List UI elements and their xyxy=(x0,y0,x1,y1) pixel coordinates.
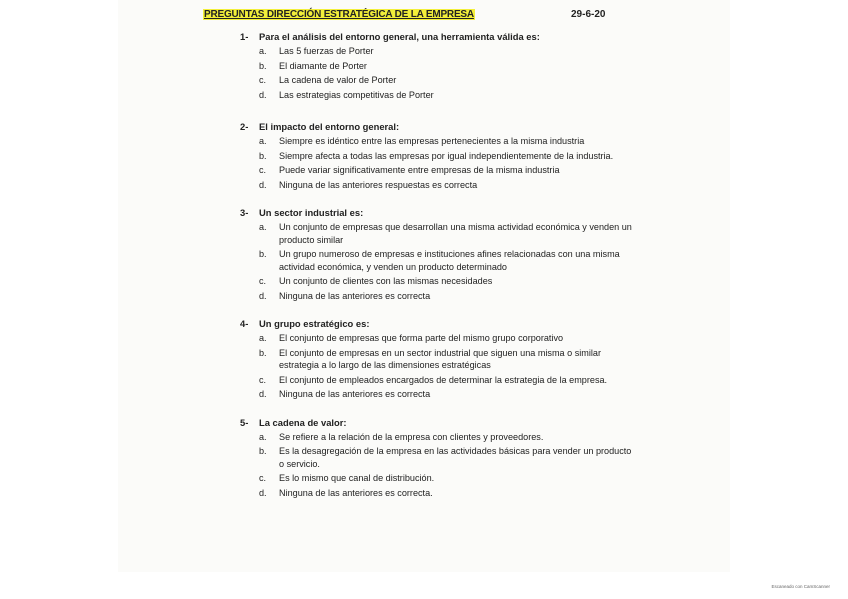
question-heading xyxy=(240,120,650,133)
option-text: El conjunto de empleados encargados de determinar la estrategia de la empresa. xyxy=(279,374,608,385)
option-text: El conjunto de empresas en un sector industrial que siguen una misma o similar estrategia a lo largo de las dimensiones estratégicas xyxy=(279,347,601,370)
question-number: 3- xyxy=(240,207,249,218)
answer-option xyxy=(240,290,650,303)
question-text: El impacto del entorno general: xyxy=(259,121,400,132)
question xyxy=(240,317,650,401)
option-text: Las estrategias competitivas de Porter xyxy=(279,89,434,100)
question-heading xyxy=(240,317,650,330)
answer-option xyxy=(240,45,650,58)
option-text: Ninguna de las anteriores es correcta. xyxy=(279,487,433,498)
document-title: PREGUNTAS DIRECCIÓN ESTRATÉGICA DE LA EMPRESA xyxy=(204,9,474,20)
option-letter: b. xyxy=(259,347,267,358)
option-letter: a. xyxy=(259,431,267,442)
option-text: Ninguna de las anteriores es correcta xyxy=(279,389,431,399)
option-text: Se refiere a la relación de la empresa con clientes y proveedores. xyxy=(279,431,544,442)
option-letter: d. xyxy=(259,89,267,100)
option-text: Siempre es idéntico entre las empresas pertenecientes a la misma industria xyxy=(279,136,585,146)
answer-option xyxy=(240,445,650,470)
answer-option xyxy=(240,74,650,87)
question-text: La cadena de valor: xyxy=(259,416,347,428)
document-date: 29-6-20 xyxy=(571,9,606,20)
answer-option xyxy=(240,135,650,148)
answer-option xyxy=(240,388,650,401)
question-number: 1- xyxy=(240,31,249,42)
option-text: Es lo mismo que canal de distribución. xyxy=(279,473,435,483)
option-text: Un conjunto de empresas que desarrollan una misma actividad económica y venden un producto similar xyxy=(279,222,632,245)
option-letter: d. xyxy=(259,290,267,301)
option-letter: b. xyxy=(259,446,267,456)
option-text: Puede variar significativamente entre empresas de la misma industria xyxy=(279,165,560,175)
question xyxy=(240,416,650,500)
answer-option xyxy=(240,89,650,102)
question-number: 5- xyxy=(240,416,249,428)
option-letter: a. xyxy=(259,222,267,232)
question-text: Para el análisis del entorno general, una herramienta válida es: xyxy=(259,31,540,42)
option-text: El diamante de Porter xyxy=(279,60,367,71)
answer-option xyxy=(240,150,650,163)
question xyxy=(240,206,650,302)
question-number: 4- xyxy=(240,318,249,329)
answer-option xyxy=(240,60,650,73)
option-letter: a. xyxy=(259,46,267,56)
answer-option xyxy=(240,248,650,273)
question-text: Un grupo estratégico es: xyxy=(259,318,370,329)
answer-option xyxy=(240,347,650,372)
answer-option xyxy=(240,431,650,444)
answer-option xyxy=(240,487,650,500)
document-header xyxy=(203,9,623,23)
option-text: Un grupo numeroso de empresas e instituciones afines relacionadas con una misma actividad económica, y venden un producto determinado xyxy=(279,249,620,272)
option-text: La cadena de valor de Porter xyxy=(279,75,397,85)
answer-option xyxy=(240,221,650,246)
option-letter: c. xyxy=(259,165,267,175)
option-letter: b. xyxy=(259,249,267,259)
option-text: El conjunto de empresas que forma parte del mismo grupo corporativo xyxy=(279,333,564,343)
question-heading xyxy=(240,30,650,43)
option-letter: d. xyxy=(259,179,267,190)
answer-option xyxy=(240,332,650,345)
question-number: 2- xyxy=(240,121,249,132)
answer-option xyxy=(240,275,650,288)
question-text: Un sector industrial es: xyxy=(259,207,364,218)
option-letter: c. xyxy=(259,473,267,483)
option-text: Es la desagregación de la empresa en las actividades básicas para vender un producto o servicio. xyxy=(279,446,632,469)
option-letter: c. xyxy=(259,75,267,85)
option-letter: d. xyxy=(259,487,267,498)
answer-option xyxy=(240,374,650,387)
option-text: Un conjunto de clientes con las mismas necesidades xyxy=(279,276,493,286)
option-letter: b. xyxy=(259,60,267,71)
answer-option xyxy=(240,179,650,192)
option-letter: a. xyxy=(259,333,267,343)
option-letter: c. xyxy=(259,276,267,286)
answer-option xyxy=(240,164,650,177)
option-text: Ninguna de las anteriores es correcta xyxy=(279,290,431,301)
question xyxy=(240,120,650,191)
option-text: Siempre afecta a todas las empresas por igual independientemente de la industria. xyxy=(279,150,614,161)
question-list xyxy=(240,30,650,514)
option-letter: d. xyxy=(259,389,267,399)
option-text: Ninguna de las anteriores respuestas es correcta xyxy=(279,179,478,190)
question-heading xyxy=(240,206,650,219)
option-text: Las 5 fuerzas de Porter xyxy=(279,46,374,56)
option-letter: a. xyxy=(259,136,267,146)
answer-option xyxy=(240,472,650,485)
question-heading xyxy=(240,416,650,429)
scanner-watermark: Escaneado con CamScanner xyxy=(771,584,830,589)
question xyxy=(240,30,650,101)
option-letter: b. xyxy=(259,150,267,161)
option-letter: c. xyxy=(259,374,267,385)
